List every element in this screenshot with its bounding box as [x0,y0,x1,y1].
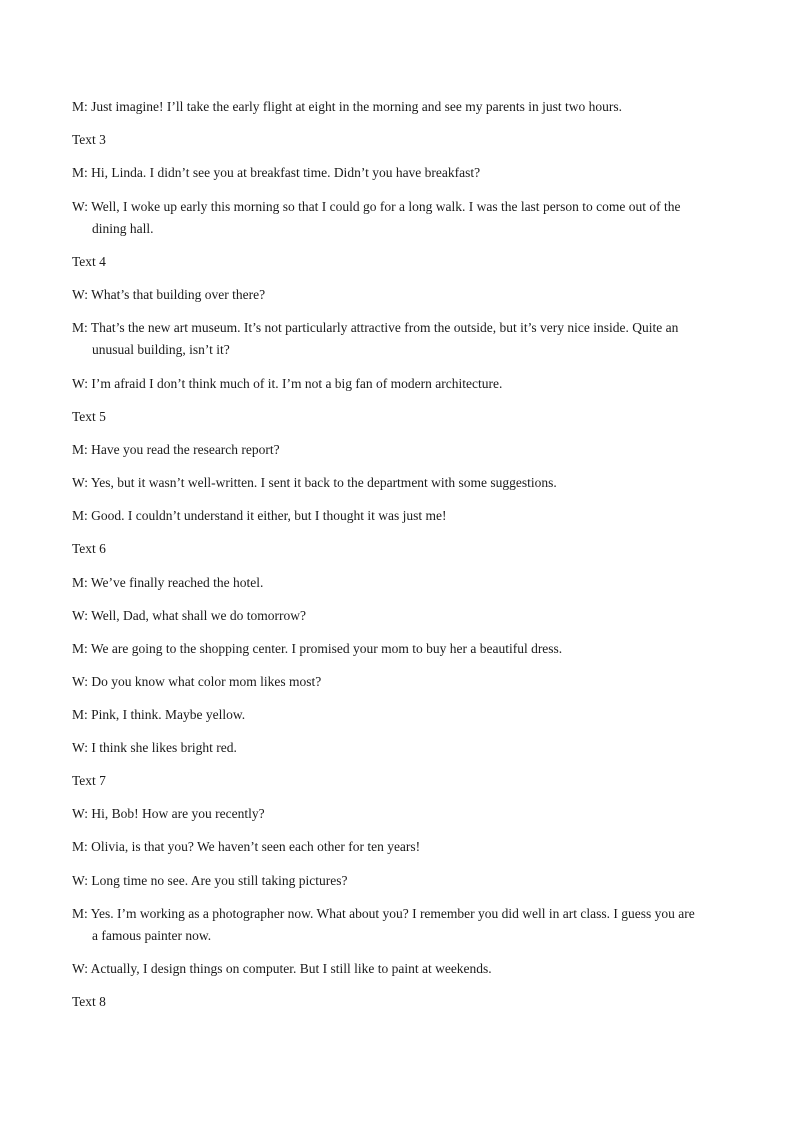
dialogue-line: W: I’m afraid I don’t think much of it. I’m not a big fan of modern architecture. [72,376,503,391]
dialogue-line: W: Hi, Bob! How are you recently? [72,806,265,821]
section-heading: Text 3 [72,132,106,147]
dialogue-line-continuation: a famous painter now. [92,928,212,943]
dialogue-line [72,196,724,240]
dialogue-line: M: Pink, I think. Maybe yellow. [72,707,246,722]
dialogue-line: M: Hi, Linda. I didn’t see you at breakfast time. Didn’t you have breakfast? [72,165,481,180]
dialogue-line-part: M: That’s the new art museum. It’s not particularly attractive from the outside, but it’s very nice inside. Quite an [72,320,679,335]
dialogue-line [72,903,724,947]
section-heading: Text 4 [72,254,106,269]
dialogue-line: M: Good. I couldn’t understand it either, but I thought it was just me! [72,508,447,523]
dialogue-line: W: I think she likes bright red. [72,740,237,755]
dialogue-line-part: M: Yes. I’m working as a photographer now. What about you? I remember you did well in art class. I guess you are [72,906,695,921]
dialogue-line-continuation: dining hall. [92,221,154,236]
dialogue-line [72,317,724,361]
dialogue-line: W: What’s that building over there? [72,287,266,302]
dialogue-line: M: Just imagine! I’ll take the early flight at eight in the morning and see my parents in just two hours. [72,99,623,114]
dialogue-line-continuation: unusual building, isn’t it? [92,342,230,357]
section-heading: Text 5 [72,409,106,424]
section-heading: Text 6 [72,541,106,556]
dialogue-line: M: We’ve finally reached the hotel. [72,575,264,590]
dialogue-line: W: Yes, but it wasn’t well-written. I sent it back to the department with some suggestions. [72,475,557,490]
dialogue-line-part: W: Well, I woke up early this morning so that I could go for a long walk. I was the last person to come out of the [72,199,681,214]
dialogue-line: W: Long time no see. Are you still taking pictures? [72,873,348,888]
section-heading: Text 7 [72,773,106,788]
dialogue-line: M: Olivia, is that you? We haven’t seen each other for ten years! [72,839,421,854]
section-heading: Text 8 [72,994,106,1009]
dialogue-line: W: Do you know what color mom likes most? [72,674,322,689]
dialogue-line: M: Have you read the research report? [72,442,280,457]
dialogue-line: M: We are going to the shopping center. I promised your mom to buy her a beautiful dress. [72,641,563,656]
dialogue-line: W: Well, Dad, what shall we do tomorrow? [72,608,306,623]
dialogue-line: W: Actually, I design things on computer. But I still like to paint at weekends. [72,961,492,976]
